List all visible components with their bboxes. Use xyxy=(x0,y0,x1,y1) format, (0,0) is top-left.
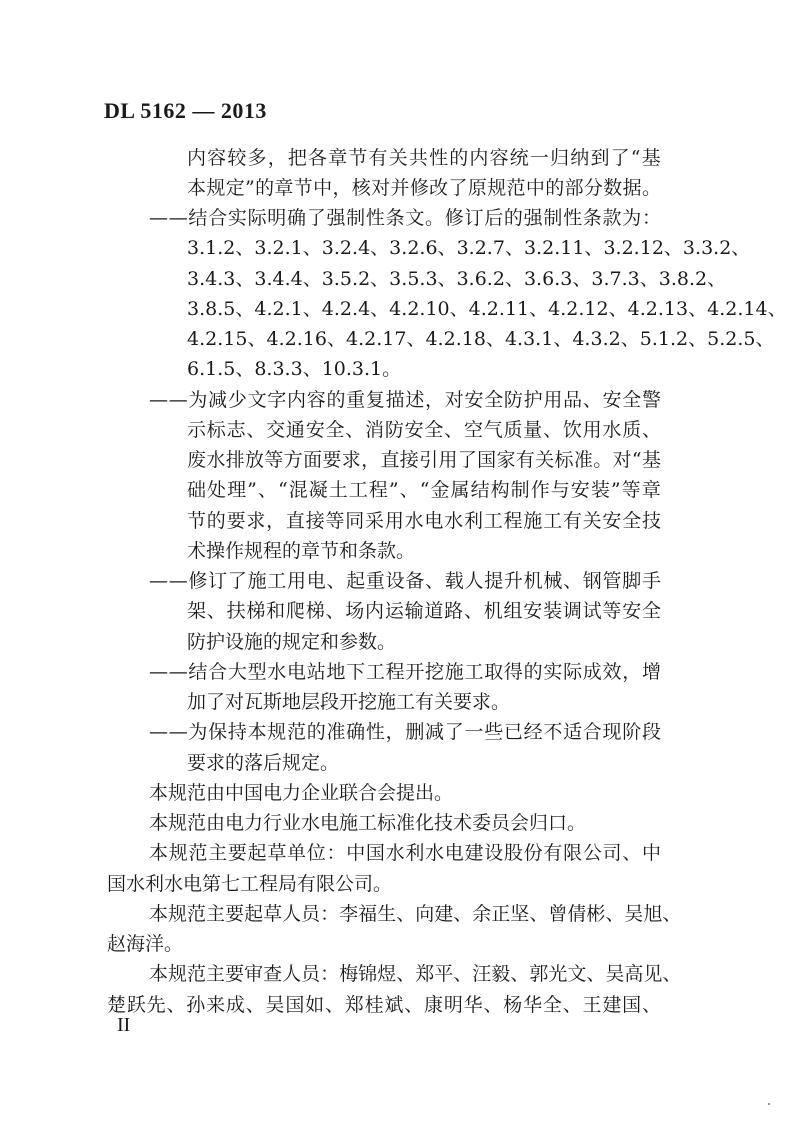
text-line: 3 . 4 . 3 、 3 . 4 . 4 、 3 . 5 . 2 、 3 . 5 . 3 、 3 . 6 . 2 、 3 . 6 . 3 、 3 . 7 . 3 、 3 . 8 . 2 、 xyxy=(187,268,727,290)
text-line: 节 的 要 求 ， 直 接 等 同 采 用 水 电 水 利 工 程 施 工 有 关 安 全 技 xyxy=(187,510,661,532)
text-line: 本规范由中国电力企业联合会提出。 xyxy=(149,782,454,804)
text-line: 3 . 8 . 5 、 4 . 2 . 1 、 4 . 2 . 4 、 4 . 2 . 1 0 、 4 . 2 . 1 1 、 4 . 2 . 1 2 、 4 . 2 . 1 3 、 4 . 2 . 1 4 、 xyxy=(187,298,787,320)
text-line: 国水利水电第七工程局有限公司。 xyxy=(107,873,393,895)
text-line: 本 规 定 ” 的 章 节 中 ， 核 对 并 修 改 了 原 规 范 中 的 部 分 数 据 。 xyxy=(187,177,661,199)
text-line: 6.1.5、8.3.3、10.3.1。 xyxy=(187,358,402,380)
text-line: 本 规 范 主 要 起 草 单 位 ： 中 国 水 利 水 电 建 设 股 份 有 限 公 司 、 中 xyxy=(149,842,661,864)
text-line: 架 、 扶 梯 和 爬 梯 、 场 内 运 输 道 路 、 机 组 安 装 调 试 等 安 全 xyxy=(187,600,661,622)
text-line: 术操作规程的章节和条款。 xyxy=(187,540,416,562)
text-line: 示 标 志 、 交 通 安 全 、 消 防 安 全 、 空 气 质 量 、 饮 用 水 质 、 xyxy=(187,419,661,441)
text-line: — — 为 保 持 本 规 范 的 准 确 性 ， 删 减 了 一 些 已 经 不 适 合 现 阶 段 xyxy=(149,721,661,743)
text-line: 本 规 范 主 要 起 草 人 员 ： 李 福 生 、 向 建 、 余 正 坚 、 曾 倩 彬 、 吴 旭 、 xyxy=(149,903,682,925)
text-line: 加了对瓦斯地层段开挖施工有关要求。 xyxy=(187,691,511,713)
text-line: 要求的落后规定。 xyxy=(187,752,340,774)
text-line: 内 容 较 多 ， 把 各 章 节 有 关 共 性 的 内 容 统 一 归 纳 到 了 “ 基 xyxy=(187,147,661,169)
text-line: 废 水 排 放 等 方 面 要 求 ， 直 接 引 用 了 国 家 有 关 标 准 。 对 “ 基 xyxy=(187,449,661,471)
text-line: 楚 跃 先 、 孙 来 成 、 吴 国 如 、 郑 桂 斌 、 康 明 华 、 杨 华 全 、 王 建 国 、 xyxy=(107,994,661,1016)
text-line: — — 修 订 了 施 工 用 电 、 起 重 设 备 、 载 人 提 升 机 械 、 钢 管 脚 手 xyxy=(149,570,661,592)
scan-speck xyxy=(768,1103,770,1105)
text-line: 础 处 理 ” 、 “ 混 凝 土 工 程 ” 、 “ 金 属 结 构 制 作 与 安 装 ” 等 章 xyxy=(187,479,661,501)
page-number: II xyxy=(117,1014,131,1036)
text-line: 4 . 2 . 1 5 、 4 . 2 . 1 6 、 4 . 2 . 1 7 、 4 . 2 . 1 8 、 4 . 3 . 1 、 4 . 3 . 2 、 5 . 1 . 2 、 5 . 2 . 5 、 xyxy=(187,328,775,350)
text-line: — — 结 合 大 型 水 电 站 地 下 工 程 开 挖 施 工 取 得 的 实 际 成 效 ， 增 xyxy=(149,661,661,683)
text-line: 防护设施的规定和参数。 xyxy=(187,631,397,653)
text-line: — — 为 减 少 文 字 内 容 的 重 复 描 述 ， 对 安 全 防 护 用 品 、 安 全 警 xyxy=(149,389,661,411)
text-line: 赵海洋。 xyxy=(107,933,184,955)
text-line: 3 . 1 . 2 、 3 . 2 . 1 、 3 . 2 . 4 、 3 . 2 . 6 、 3 . 2 . 7 、 3 . 2 . 1 1 、 3 . 2 . 1 2 、 3 . 3 . 2 、 xyxy=(187,237,751,259)
text-line: 本 规 范 主 要 审 查 人 员 ： 梅 锦 煜 、 郑 平 、 汪 毅 、 郭 光 文 、 吴 高 见 、 xyxy=(149,963,682,985)
text-line: 本规范由电力行业水电施工标准化技术委员会归口。 xyxy=(149,812,587,834)
text-line: — — 结 合 实 际 明 确 了 强 制 性 条 文 。 修 订 后 的 强 制 性 条 款 为 ： xyxy=(149,207,661,229)
document-code: DL 5162 — 2013 xyxy=(104,98,267,123)
